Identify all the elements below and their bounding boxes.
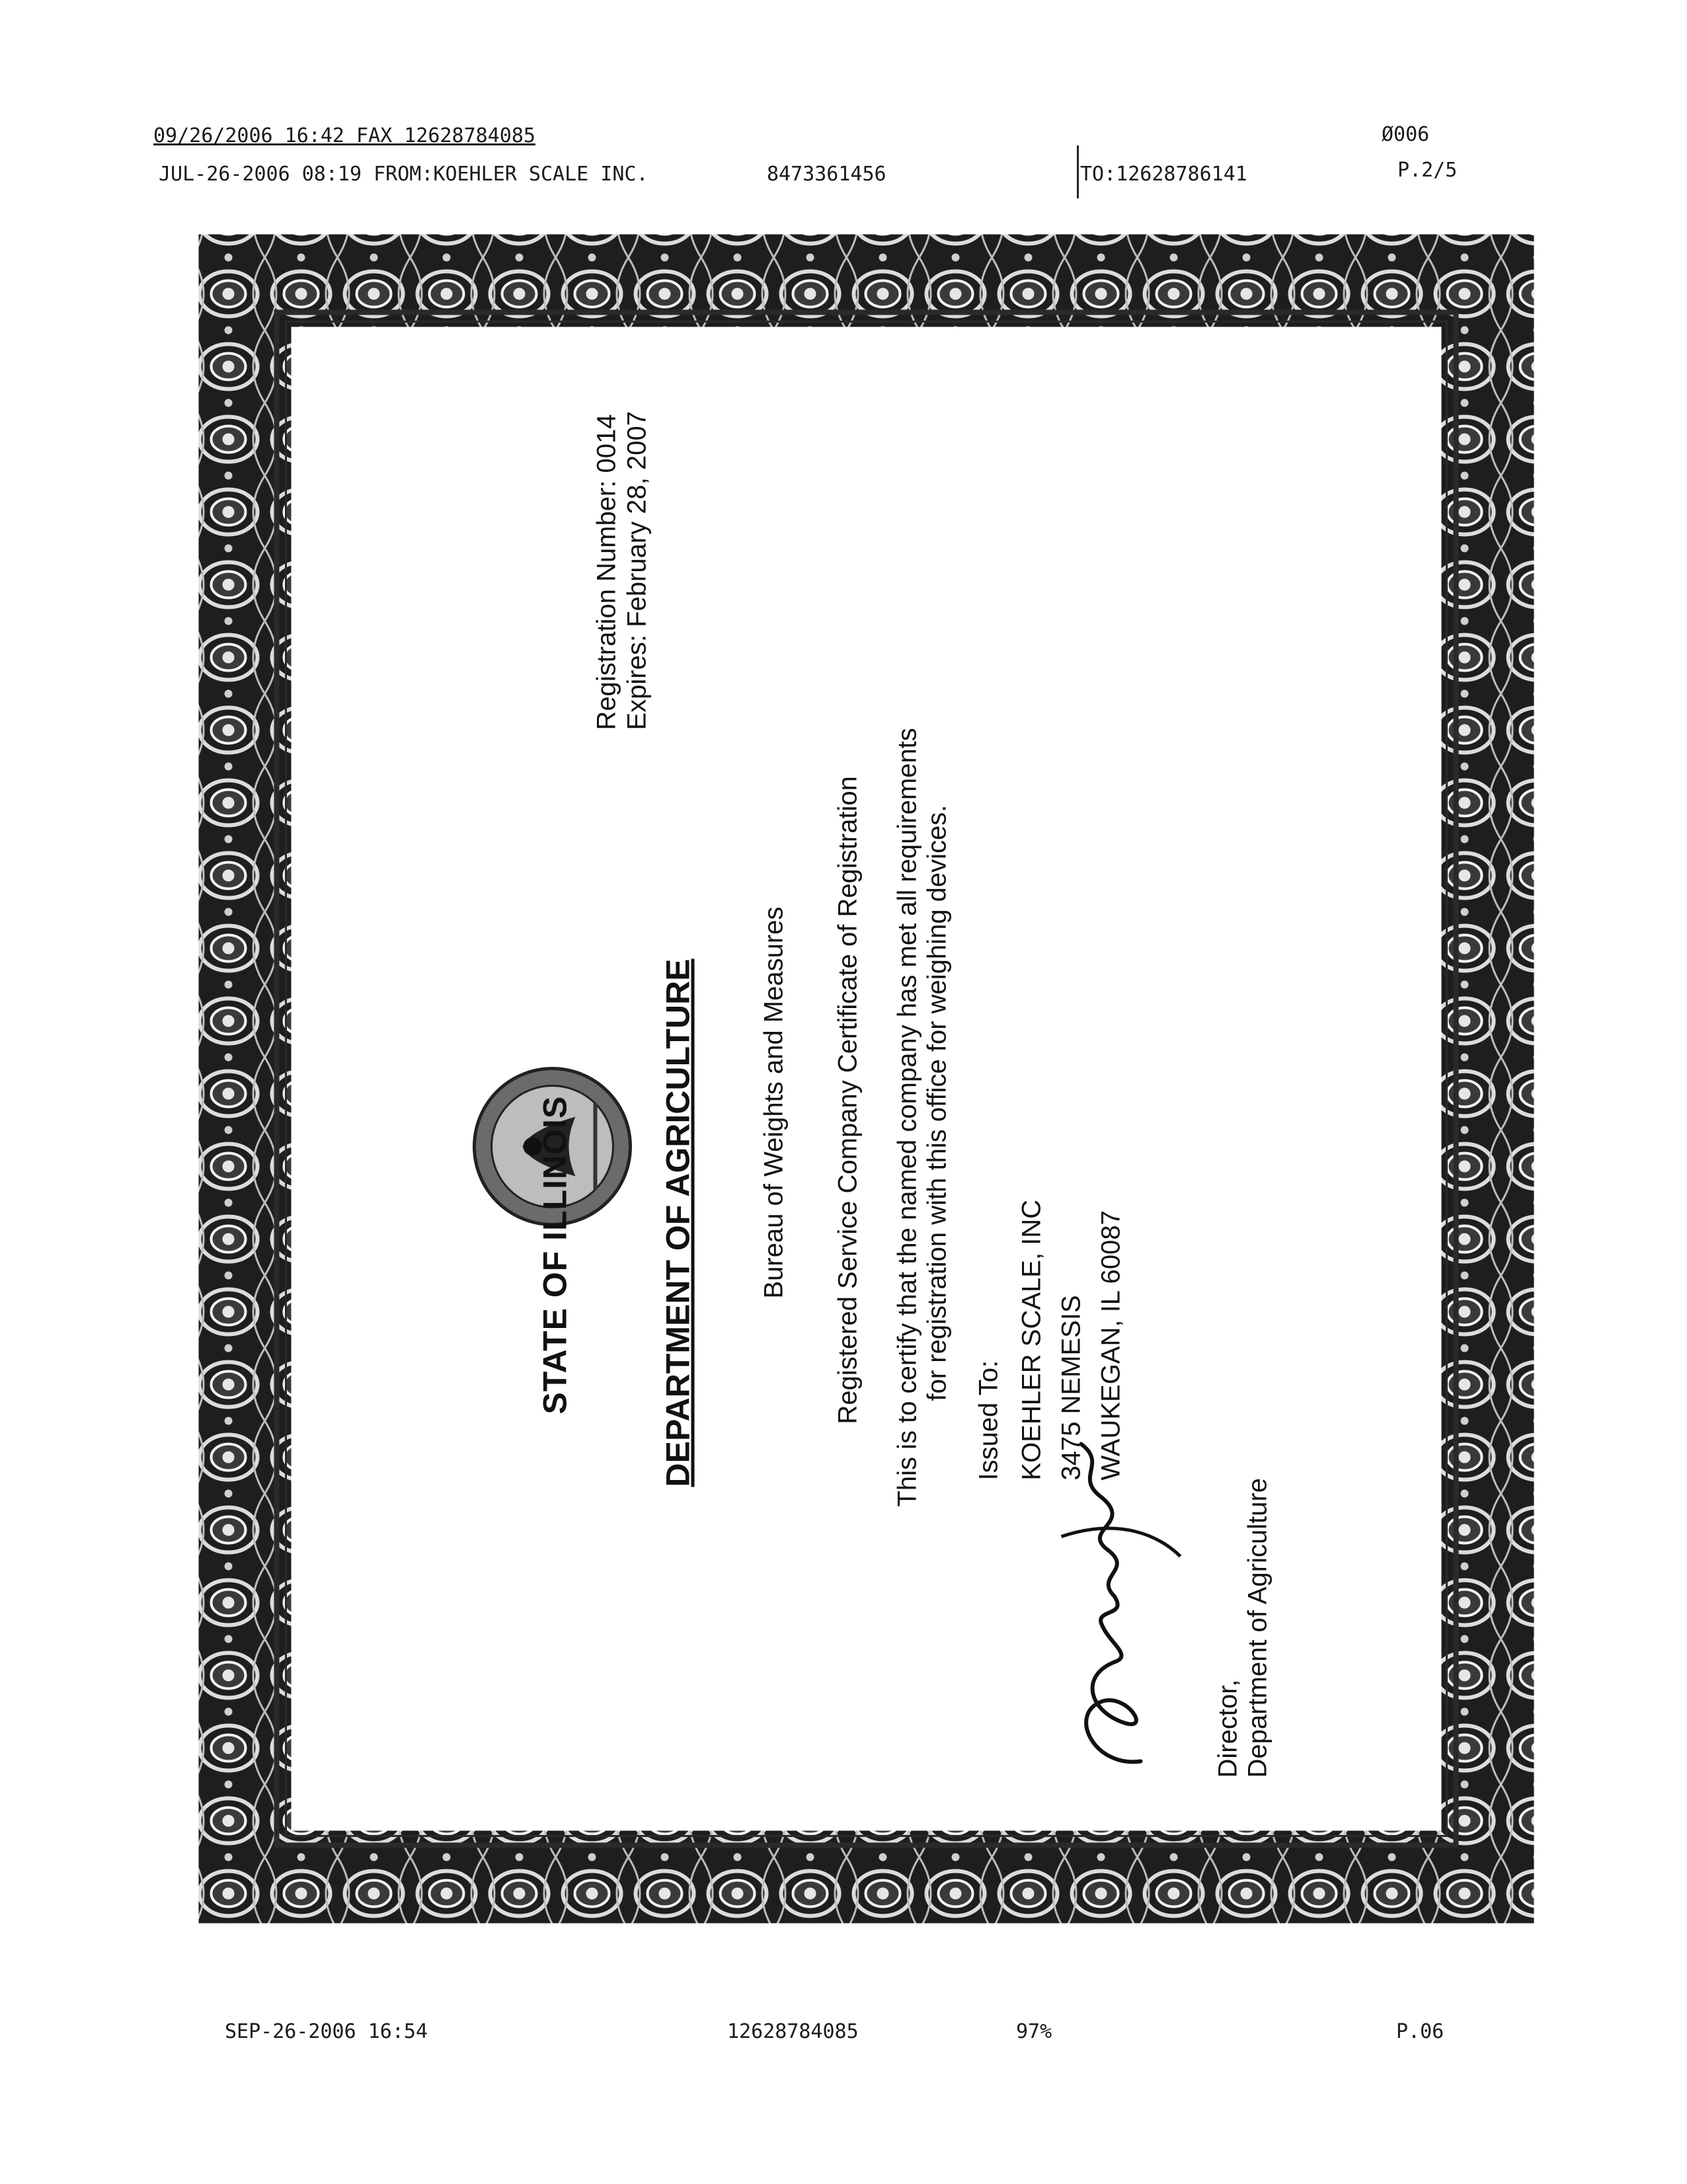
registration-number-value: 0014 [592, 414, 621, 473]
company-name: KOEHLER SCALE, INC [1017, 1199, 1046, 1481]
expiration-date [623, 411, 652, 730]
fax-header-page: P.2/5 [1397, 159, 1458, 182]
registration-number [592, 414, 622, 730]
fax-footer-datetime: SEP-26-2006 16:54 [225, 2020, 428, 2043]
fax-header-phone: 8473361456 [767, 163, 886, 186]
certificate-title: Registered Service Company Certificate of Registration [833, 776, 863, 1424]
issued-to-label: Issued To: [974, 1360, 1003, 1481]
expires-value: February 28, 2007 [622, 411, 652, 627]
company-address-line2: WAUKEGAN, IL 60087 [1096, 1210, 1126, 1481]
signer-title: Director, [1213, 1679, 1243, 1778]
fax-footer-page: P.06 [1396, 2020, 1444, 2043]
signer-department: Department of Agriculture [1243, 1477, 1273, 1778]
director-signature [1042, 1431, 1187, 1775]
state-title: STATE OF ILLINOIS [536, 1095, 574, 1415]
fax-footer-number: 12628784085 [727, 2020, 859, 2043]
fax-header-from: JUL-26-2006 08:19 FROM:KOEHLER SCALE INC. [159, 163, 648, 186]
fax-header-line1: 09/26/2006 16:42 FAX 12628784085 [153, 124, 535, 147]
certificate-page [192, 228, 1540, 1930]
company-address-line1: 3475 NEMESIS [1056, 1295, 1086, 1481]
fax-header-page-count: Ø006 [1382, 123, 1430, 146]
department-title: DEPARTMENT OF AGRICULTURE [659, 958, 697, 1487]
fax-header-to: TO:12628786141 [1080, 163, 1247, 186]
certify-statement-line2: for registration with this office for weighing devices. [922, 804, 952, 1401]
expires-label: Expires: [622, 635, 652, 730]
certify-statement-line1: This is to certify that the named company has met all requirements [892, 728, 922, 1507]
bureau-name: Bureau of Weights and Measures [759, 906, 789, 1299]
fax-fold-mark [1077, 145, 1079, 198]
registration-number-label: Registration Number: [592, 480, 621, 730]
fax-footer-percent: 97% [1016, 2020, 1052, 2043]
certificate [192, 228, 1541, 1930]
